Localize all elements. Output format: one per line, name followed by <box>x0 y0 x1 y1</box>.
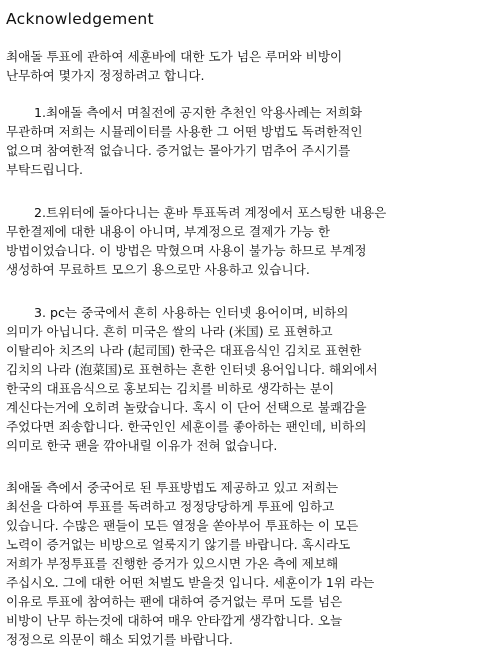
intro-line-2: 난무하여 몇가지 정정하려고 합니다. <box>6 68 205 83</box>
item3-line-8: 의미로 한국 팬을 깎아내릴 이유가 전혀 없습니다. <box>6 438 278 453</box>
item3-line-6: 계신다는거에 오히려 놀랐습니다. 혹시 이 단어 선택으로 불쾌감을 <box>6 400 367 415</box>
item1-line-1: 1.최애돌 측에서 며칠전에 공지한 추천인 악용사례는 저희화 <box>34 105 363 120</box>
item2-line-4: 생성하여 무료하트 모으기 용으로만 사용하고 있습니다. <box>6 262 310 277</box>
item3-line-2: 의미가 아닙니다. 흔히 미국은 쌀의 나라 (米国) 로 표현하고 <box>6 324 333 339</box>
item3-line-5: 한국의 대표음식으로 홍보되는 김치를 비하로 생각하는 분이 <box>6 381 335 396</box>
closing-line-7: 이유로 투표에 참여하는 팬에 대하여 증거없는 루머 도를 넘은 <box>6 594 343 609</box>
item3-line-1: 3. pc는 중국에서 흔히 사용하는 인터넷 용어이며, 비하의 <box>34 305 349 320</box>
closing-line-8: 비방이 난무 하는것에 대하여 매우 안타깝게 생각합니다. 오늘 <box>6 613 343 628</box>
item3-line-7: 주었다면 죄송합니다. 한국인인 세훈이를 좋아하는 팬인데, 비하의 <box>6 419 367 434</box>
closing-line-1: 최애돌 측에서 중국어로 된 투표방법도 제공하고 있고 저희는 <box>6 480 339 495</box>
item2-line-3: 방법이었습니다. 이 방법은 막혔으며 사용이 불가능 하므로 부계정 <box>6 243 367 258</box>
closing-line-2: 최선을 다하여 투표를 독려하고 정정당당하게 투표에 임하고 <box>6 499 335 514</box>
item3-line-4: 김치의 나라 (泡菜国)로 표현하는 흔한 인터넷 용어입니다. 해외에서 <box>6 362 378 377</box>
item2-line-2: 무한결제에 대한 내용이 아니며, 부계정으로 결제가 가능 한 <box>6 224 330 239</box>
item1-line-3: 없으며 참여한적 없습니다. 증거없는 몰아가기 멈추어 주시기를 <box>6 143 351 158</box>
item1-line-4: 부탁드립니다. <box>6 162 83 177</box>
item1-line-2: 무관하며 저희는 시뮬레이터를 사용한 그 어떤 방법도 독려한적인 <box>6 124 363 139</box>
closing-line-6: 주십시오. 그에 대한 어떤 처벌도 받을것 입니다. 세훈이가 1위 라는 <box>6 575 375 590</box>
item3-line-3: 이탈리아 치즈의 나라 (起司国) 한국은 대표음식인 김치로 표현한 <box>6 343 362 358</box>
closing-line-3: 있습니다. 수많은 팬들이 모든 열정을 쏟아부어 투표하는 이 모든 <box>6 518 359 533</box>
item2-line-1: 2.트위터에 돌아다니는 훈바 투표독려 계정에서 포스팅한 내용은 <box>34 205 387 220</box>
closing-line-4: 노력이 증거없는 비방으로 얼룩지기 않기를 바랍니다. 혹시라도 <box>6 537 351 552</box>
closing-line-5: 저희가 부정투표를 진행한 증거가 있으시면 가온 측에 제보해 <box>6 556 339 571</box>
document-title: Acknowledgement <box>6 10 154 28</box>
intro-line-1: 최애돌 투표에 관하여 세훈바에 대한 도가 넘은 루머와 비방이 <box>6 49 343 64</box>
closing-line-9: 정정으로 의문이 해소 되었기를 바랍니다. <box>6 632 233 647</box>
